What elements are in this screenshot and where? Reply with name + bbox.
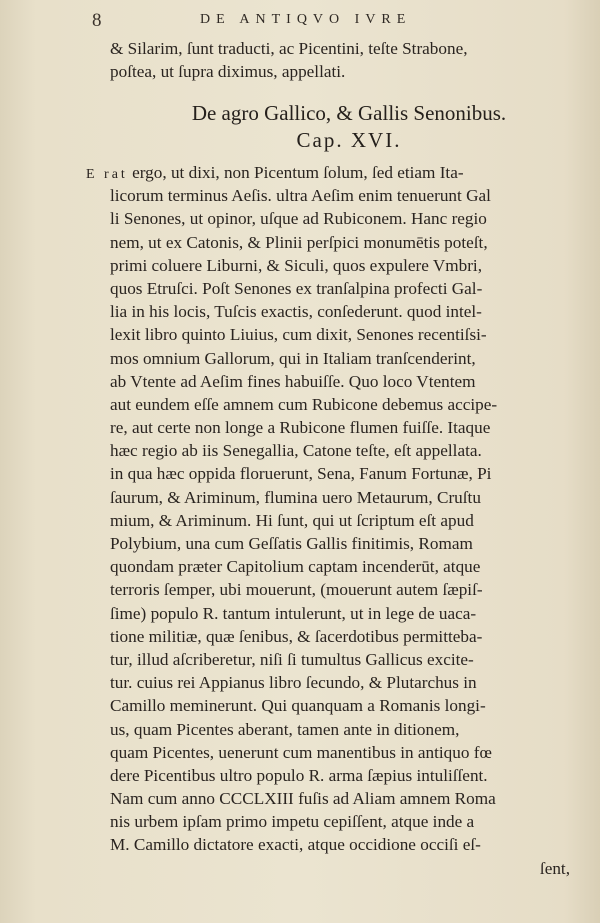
- continuation-paragraph: [110, 37, 588, 83]
- text-line: nem, ut ex Catonis, & Plinii perſpici monumētis poteſt,: [110, 232, 488, 252]
- text-line: poſtea, ut ſupra diximus, appellati.: [110, 62, 346, 82]
- text-line: terroris ſemper, ubi mouerunt, (mouerunt autem ſæpiſ-: [110, 580, 483, 600]
- running-head: DE ANTIQVO IVRE: [200, 12, 412, 27]
- text-line: M. Camillo dictatore exacti, atque occidione occiſi eſ-: [110, 835, 481, 855]
- text-line-first: [86, 161, 588, 184]
- text-line: Polybium, una cum Geſſatis Gallis finitimis, Romam: [110, 534, 473, 553]
- text-line: lexit libro quinto Liuius, cum dixit, Senones recentiſsi-: [110, 325, 487, 345]
- text-line: nis urbem ipſam primo impetu cepiſſent, atque inde a: [110, 812, 475, 832]
- text-line: ſime) populo R. tantum intulerunt, ut in lege de uaca-: [110, 603, 477, 623]
- text-line: dere Picentibus ultro populo R. arma ſæpius intuliſſent.: [110, 765, 488, 785]
- text-line: aut eundem eſſe amnem cum Rubicone debemus accipe-: [110, 394, 498, 414]
- chapter-heading: [110, 100, 588, 154]
- text-line: quondam præter Capitolium captam incenderūt, atque: [110, 557, 481, 577]
- text-line: hæc regio ab iis Senegallia, Catone teſte, eſt appellata.: [110, 441, 482, 461]
- text-line: licorum terminus Aeſis. ultra Aeſim enim tenuerunt Gal: [110, 186, 491, 206]
- chapter-number: Cap. XVI.: [296, 128, 402, 152]
- text-line: tur, illud aſcriberetur, niſi ſi tumultus Gallicus excite-: [110, 649, 474, 669]
- text-line: quos Etruſci. Poſt Senones ex tranſalpina profecti Gal-: [110, 278, 483, 298]
- opening-word: E rat: [86, 167, 128, 182]
- text-line: ab Vtente ad Aeſim fines habuiſſe. Quo loco Vtentem: [110, 371, 476, 391]
- text-line: Camillo meminerunt. Qui quanquam a Romanis longi-: [110, 696, 486, 716]
- chapter-title: De agro Gallico, & Gallis Senonibus.: [191, 101, 507, 125]
- text-line: primi coluere Liburni, & Siculi, quos expulere Vmbri,: [110, 255, 483, 275]
- text-line: ſaurum, & Ariminum, flumina uero Metaurum, Cruſtu: [110, 487, 481, 507]
- text-line: quam Picentes, uenerunt cum manentibus in antiquo fœ: [110, 742, 492, 762]
- text-line: in qua hæc oppida floruerunt, Sena, Fanum Fortunæ, Pi: [110, 464, 492, 484]
- text-line: & Silarim, ſunt traducti, ac Picentini, teſte Strabone,: [110, 39, 468, 58]
- text-line: tur. cuius rei Appianus libro ſecundo, & Plutarchus in: [110, 673, 477, 693]
- text-line: mium, & Ariminum. Hi ſunt, qui ut ſcriptum eſt apud: [110, 510, 474, 530]
- page-number: 8: [92, 10, 102, 31]
- text-line-last: ſent,: [539, 858, 570, 878]
- first-line-text: ergo, ut dixi, non Picentum ſolum, ſed etiam Ita-: [132, 163, 464, 182]
- text-line: li Senones, ut opinor, uſque ad Rubiconem. Hanc regio: [110, 209, 487, 229]
- text-line: mos omnium Gallorum, qui in Italiam tranſcenderint,: [110, 348, 476, 368]
- text-line: re, aut certe non longe a Rubicone flumen fuiſſe. Itaque: [110, 418, 491, 438]
- text-line: Nam cum anno CCCLXIII fuſis ad Aliam amnem Roma: [110, 789, 496, 809]
- text-line: us, quam Picentes aberant, tamen ante in ditionem,: [110, 719, 460, 739]
- text-line: tione militiæ, quæ ſenibus, & ſacerdotibus permitteba-: [110, 626, 483, 646]
- chapter-body: [86, 161, 588, 880]
- text-line: lia in his locis, Tuſcis exactis, conſederunt. quod intel-: [110, 302, 482, 322]
